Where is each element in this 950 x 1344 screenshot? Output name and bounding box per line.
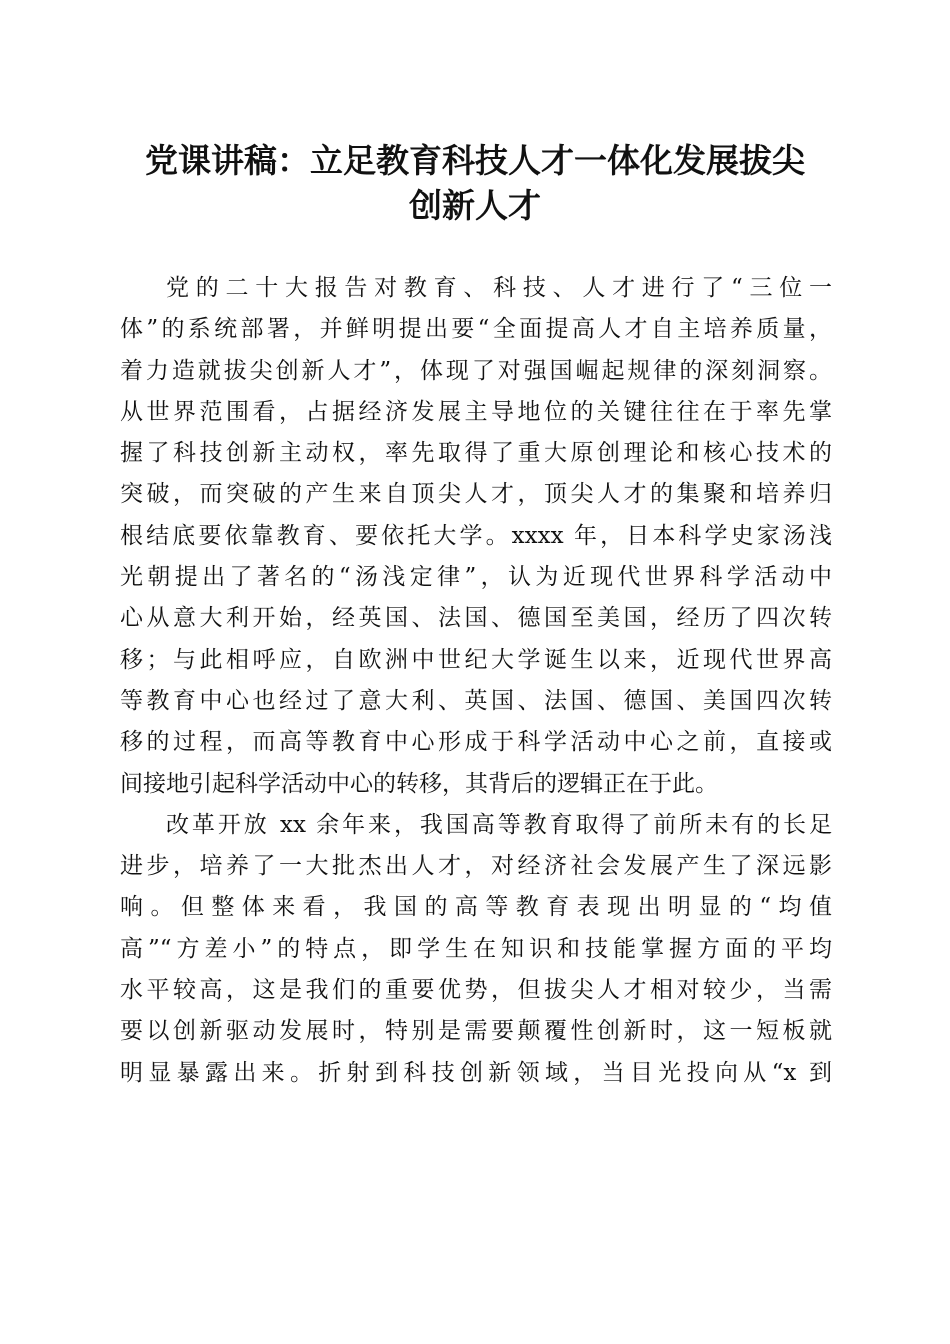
paragraph-line: 着力造就拔尖创新人才”，体现了对强国崛起规律的深刻洞察。 [120, 357, 832, 384]
paragraph-line: 明显暴露出来。折射到科技创新领域，当目光投向从“x 到 [120, 1059, 832, 1086]
paragraph-line: 进步，培养了一大批杰出人才，对经济社会发展产生了深远影 [120, 853, 832, 880]
paragraph-line: 水平较高，这是我们的重要优势，但拔尖人才相对较少，当需 [120, 977, 832, 1004]
paragraph-line: 从世界范围看，占据经济发展主导地位的关键往往在于率先掌 [120, 398, 832, 425]
document-title [100, 138, 850, 228]
paragraph-line: 等教育中心也经过了意大利、英国、法国、德国、美国四次转 [120, 687, 832, 714]
paragraph-line: 根结底要依靠教育、要依托大学。xxxx 年，日本科学史家汤浅 [120, 522, 832, 549]
paragraph-line: 间接地引起科学活动中心的转移，其背后的逻辑正在于此。 [120, 770, 718, 797]
paragraph-line: 要以创新驱动发展时，特别是需要颠覆性创新时，这一短板就 [120, 1018, 832, 1045]
paragraph-line: 体”的系统部署，并鲜明提出要“全面提高人才自主培养质量， [120, 316, 832, 343]
paragraph-line: 改革开放 xx 余年来，我国高等教育取得了前所未有的长足 [166, 811, 832, 838]
paragraph-line: 光朝提出了著名的“汤浅定律”，认为近现代世界科学活动中 [120, 564, 832, 591]
paragraph-1 [120, 268, 832, 805]
paragraph-line: 党的二十大报告对教育、科技、人才进行了“三位一 [166, 275, 832, 301]
paragraph-line: 移；与此相呼应，自欧洲中世纪大学诞生以来，近现代世界高 [120, 646, 832, 673]
paragraph-line: 高”“方差小”的特点，即学生在知识和技能掌握方面的平均 [120, 935, 832, 962]
paragraph-line: 握了科技创新主动权，率先取得了重大原创理论和核心技术的 [120, 440, 832, 467]
title-line-1: 党课讲稿：立足教育科技人才一体化发展拔尖 [145, 141, 805, 180]
paragraph-2 [120, 805, 832, 1094]
document-body [120, 268, 832, 1094]
paragraph-line: 响。但整体来看，我国的高等教育表现出明显的“均值 [120, 894, 832, 921]
paragraph-line: 移的过程，而高等教育中心形成于科学活动中心之前，直接或 [120, 729, 832, 756]
paragraph-line: 突破，而突破的产生来自顶尖人才，顶尖人才的集聚和培养归 [120, 481, 832, 508]
paragraph-line: 心从意大利开始，经英国、法国、德国至美国，经历了四次转 [120, 605, 832, 632]
title-line-2: 创新人才 [409, 186, 541, 225]
